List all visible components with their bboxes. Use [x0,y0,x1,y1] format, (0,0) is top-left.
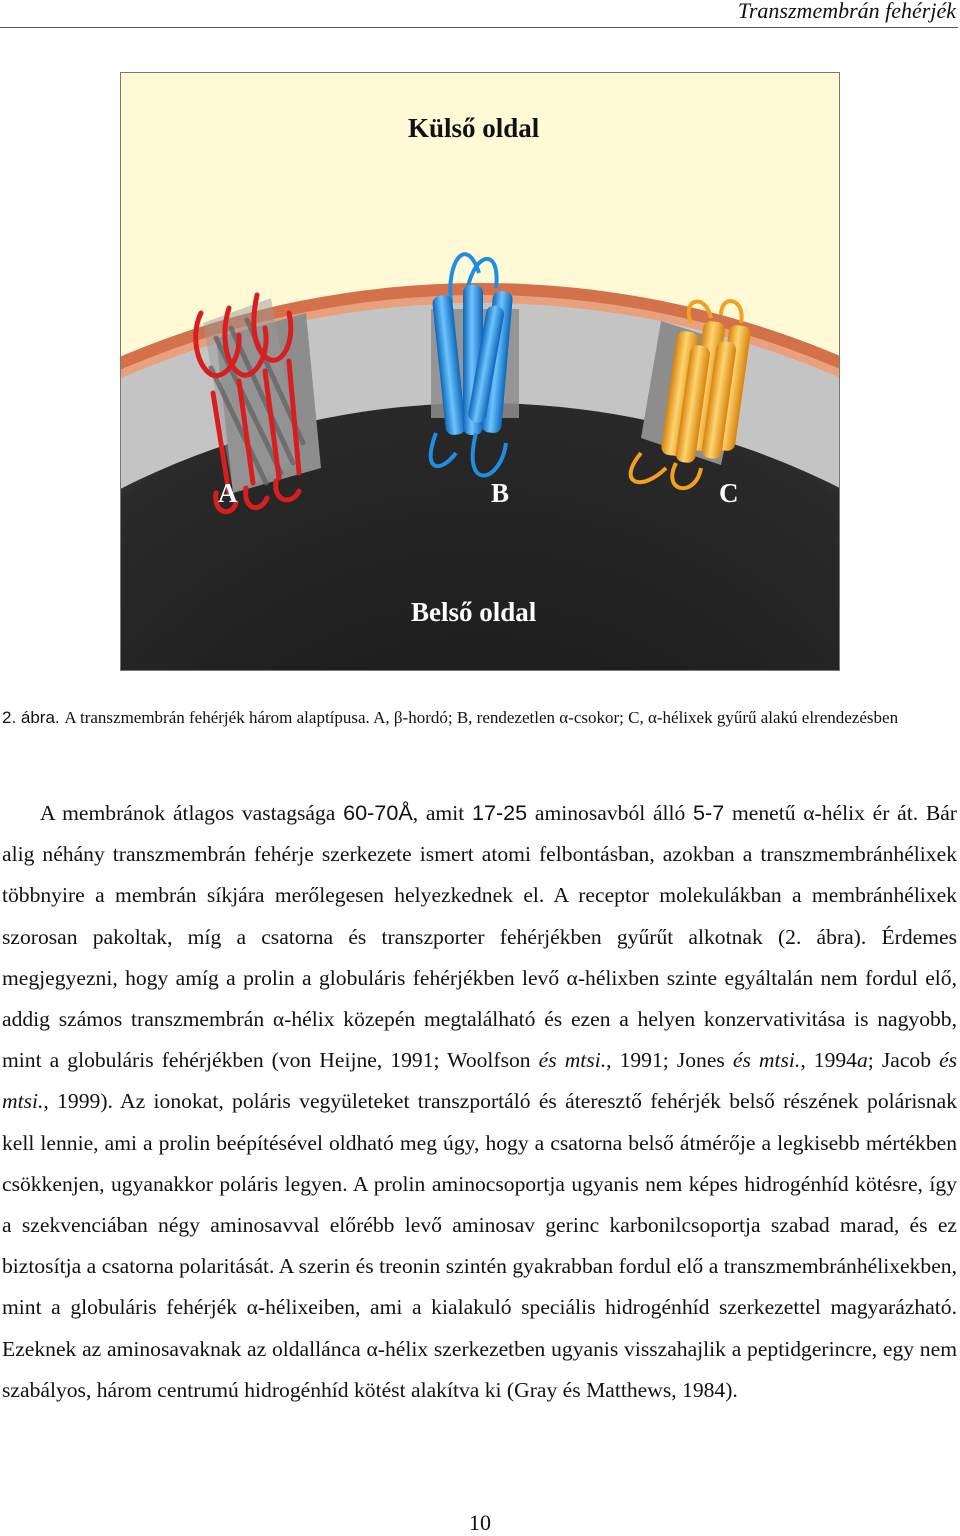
label-outside: Külső oldal [408,113,540,143]
body-paragraph: A membránok átlagos vastagsága 60-70Å, amit 17-25 aminosavból álló 5-7 menetű α-hélix ér át. Bár alig néhány transzmembrán fehérje szerkezete ismert atomi felbontásban, azokban a transzmembránhélixek többnyire a membrán síkjára merőlegesen helyezkednek el. A receptor molekulákban a membránhélixek szorosan pakoltak, míg a csatorna és transzporter fehérjékben gyűrűt alkotnak (2. ábra). Érdemes megjegyezni, hogy amíg a prolin a globuláris fehérjékben levő α-hélixben szinte egyáltalán nem fordul elő, addig számos transzmembrán α-hélix közepén megtalálható és ezen a helyen konzervativitása is nagyobb, mint a globuláris fehérjékben (von Heijne, 1991; Woolfson és mtsi., 1991; Jones és mtsi., 1994a; Jacob és mtsi., 1999). Az ionokat, poláris vegyületeket transzportáló és áteresztő fehérjék belső részének polárisnak kell lennie, ami a prolin beépítésével oldható meg úgy, hogy a csatorna belső átmérője a legkisebb mértékben csökkenjen, ugyanakkor poláris legyen. A prolin aminocsoportja ugyanis nem képes hidrogénhíd kötésre, így a szekvenciában négy aminosavval előrébb levő aminosav gerinc karbonilcsoportja szabad marad, és ez biztosítja a csatorna polaritását. A szerin és treonin szintén gyakrabban fordul elő a transzmembránhélixekben, mint a globuláris fehérjék α-hélixeiben, ami a kialakuló speciális hidrogénhíd szerkezettel magyarázható. Ezeknek az aminosavaknak az oldallánca α-hélix szerkezetben ugyanis visszahajlik a peptidgerincre, egy nem szabályos, három centrumú hidrogénhíd kötést alakítva ki (Gray és Matthews, 1984). [2,800,958,1402]
membrane-illustration [121,73,840,671]
label-b: B [491,478,510,508]
label-a: A [218,478,238,508]
running-head-title: Transzmembrán fehérjék [737,0,956,23]
running-head [0,0,958,28]
caption-text: A transzmembrán fehérjék három alaptípusa. A, β-hordó; B, rendezetlen α-csokor; C, α-hélixek gyűrű alakú elrendezésben [64,708,899,727]
figure-caption [2,704,952,731]
label-c: C [719,478,739,508]
figure-membrane-proteins [120,72,840,671]
caption-number: 2. ábra. [2,708,60,727]
page-number: 10 [469,1510,491,1535]
label-inside: Belső oldal [411,597,537,627]
